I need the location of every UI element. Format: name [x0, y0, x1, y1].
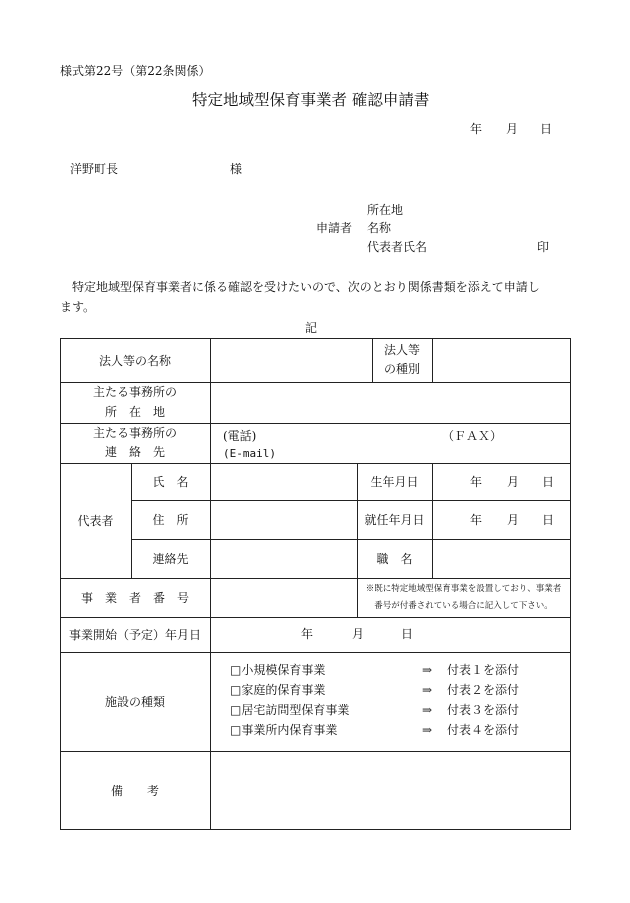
- rep-address-label: 住 所: [152, 513, 189, 527]
- rep-contact-input[interactable]: [210, 539, 357, 578]
- start-date-label: 事業開始（予定）年月日: [68, 628, 201, 642]
- arrow-icon: ⇒: [422, 703, 433, 717]
- date-year-label: 年: [470, 122, 483, 136]
- applicant-representative-label: 代表者氏名: [367, 240, 428, 254]
- corp-name-input[interactable]: [210, 338, 372, 382]
- rep-address-input[interactable]: [210, 500, 357, 539]
- recipient-honorific: 様: [230, 162, 243, 176]
- applicant-label: 申請者: [316, 221, 353, 235]
- arrow-icon: ⇒: [422, 723, 433, 737]
- form-number: 様式第22号（第22条関係）: [60, 64, 211, 78]
- rep-name-label: 氏 名: [152, 475, 189, 489]
- tel-label: (電話): [223, 429, 257, 443]
- fax-label: （ＦＡＸ）: [442, 429, 503, 443]
- date-month-label: 月: [506, 122, 519, 136]
- date-day-label: 日: [540, 122, 553, 136]
- appointed-date-label: 就任年月日: [364, 513, 425, 527]
- remarks-input[interactable]: [210, 751, 570, 829]
- seal-mark: 印: [537, 240, 550, 254]
- ki-label: 記: [305, 321, 318, 335]
- body-text-line-1: 特定地域型保育事業者に係る確認を受けたいので、次のとおり関係書類を添えて申請し: [72, 280, 540, 294]
- main-office-address-label: 主たる事務所の 所 在 地: [92, 385, 177, 419]
- rep-name-input[interactable]: [210, 463, 357, 500]
- position-label: 職 名: [376, 552, 413, 566]
- birth-date-label: 生年月日: [370, 475, 419, 489]
- applicant-name-label: 名称: [367, 221, 392, 235]
- corp-type-input[interactable]: [432, 338, 570, 382]
- applicant-address-label: 所在地: [367, 203, 404, 217]
- main-office-address-input[interactable]: [210, 382, 570, 423]
- rep-contact-label: 連絡先: [152, 552, 189, 566]
- arrow-icon: ⇒: [422, 663, 433, 677]
- business-number-input[interactable]: [210, 578, 357, 617]
- body-text-line-2: ます。: [60, 300, 96, 314]
- corp-name-label: 法人等の名称: [98, 353, 171, 368]
- corp-type-label: 法人等 の種別: [383, 342, 420, 376]
- representative-label: 代表者: [77, 514, 114, 528]
- facility-type-label: 施設の種類: [104, 695, 165, 709]
- main-office-contact-label: 主たる事務所の 連 絡 先: [92, 425, 177, 459]
- position-input[interactable]: [432, 539, 570, 578]
- business-number-note: ※既に特定地域型保育事業を設置しており、事業者 番号が付番されている場合に記入して下さい。: [365, 584, 562, 611]
- email-label: (E-mail): [223, 447, 276, 460]
- remarks-label: 備 考: [110, 783, 159, 798]
- application-table: 法人等の名称 法人等 の種別 主たる事務所の 所 在 地 主たる事務所の 連 絡 先 (電話) （ＦＡＸ） (E-mail) 代表者 氏 名 住 所 連絡先 生年月日 就任年月日 職 名 年 月 日 年 月 日 事 業 者 番 号 ※既に特定地域型保育事業を設置しており、事業者 番号が付番されている場合に記入して下さい。 事業開始（予定）年月日 年 月 日 施設の種類 □小規模保育事業 ⇒ 付表１を添付 □家庭的保育事業 ⇒ 付表２を添付 □居宅訪問型保育事業 ⇒ 付表３を添付 □事業所内保育事業 ⇒ 付表４を添付 備 考: [60, 338, 570, 830]
- arrow-icon: ⇒: [422, 683, 433, 697]
- recipient-name: 洋野町長: [70, 162, 119, 176]
- business-number-label: 事 業 者 番 号: [80, 591, 189, 605]
- page-title: 特定地域型保育事業者 確認申請書: [192, 91, 430, 109]
